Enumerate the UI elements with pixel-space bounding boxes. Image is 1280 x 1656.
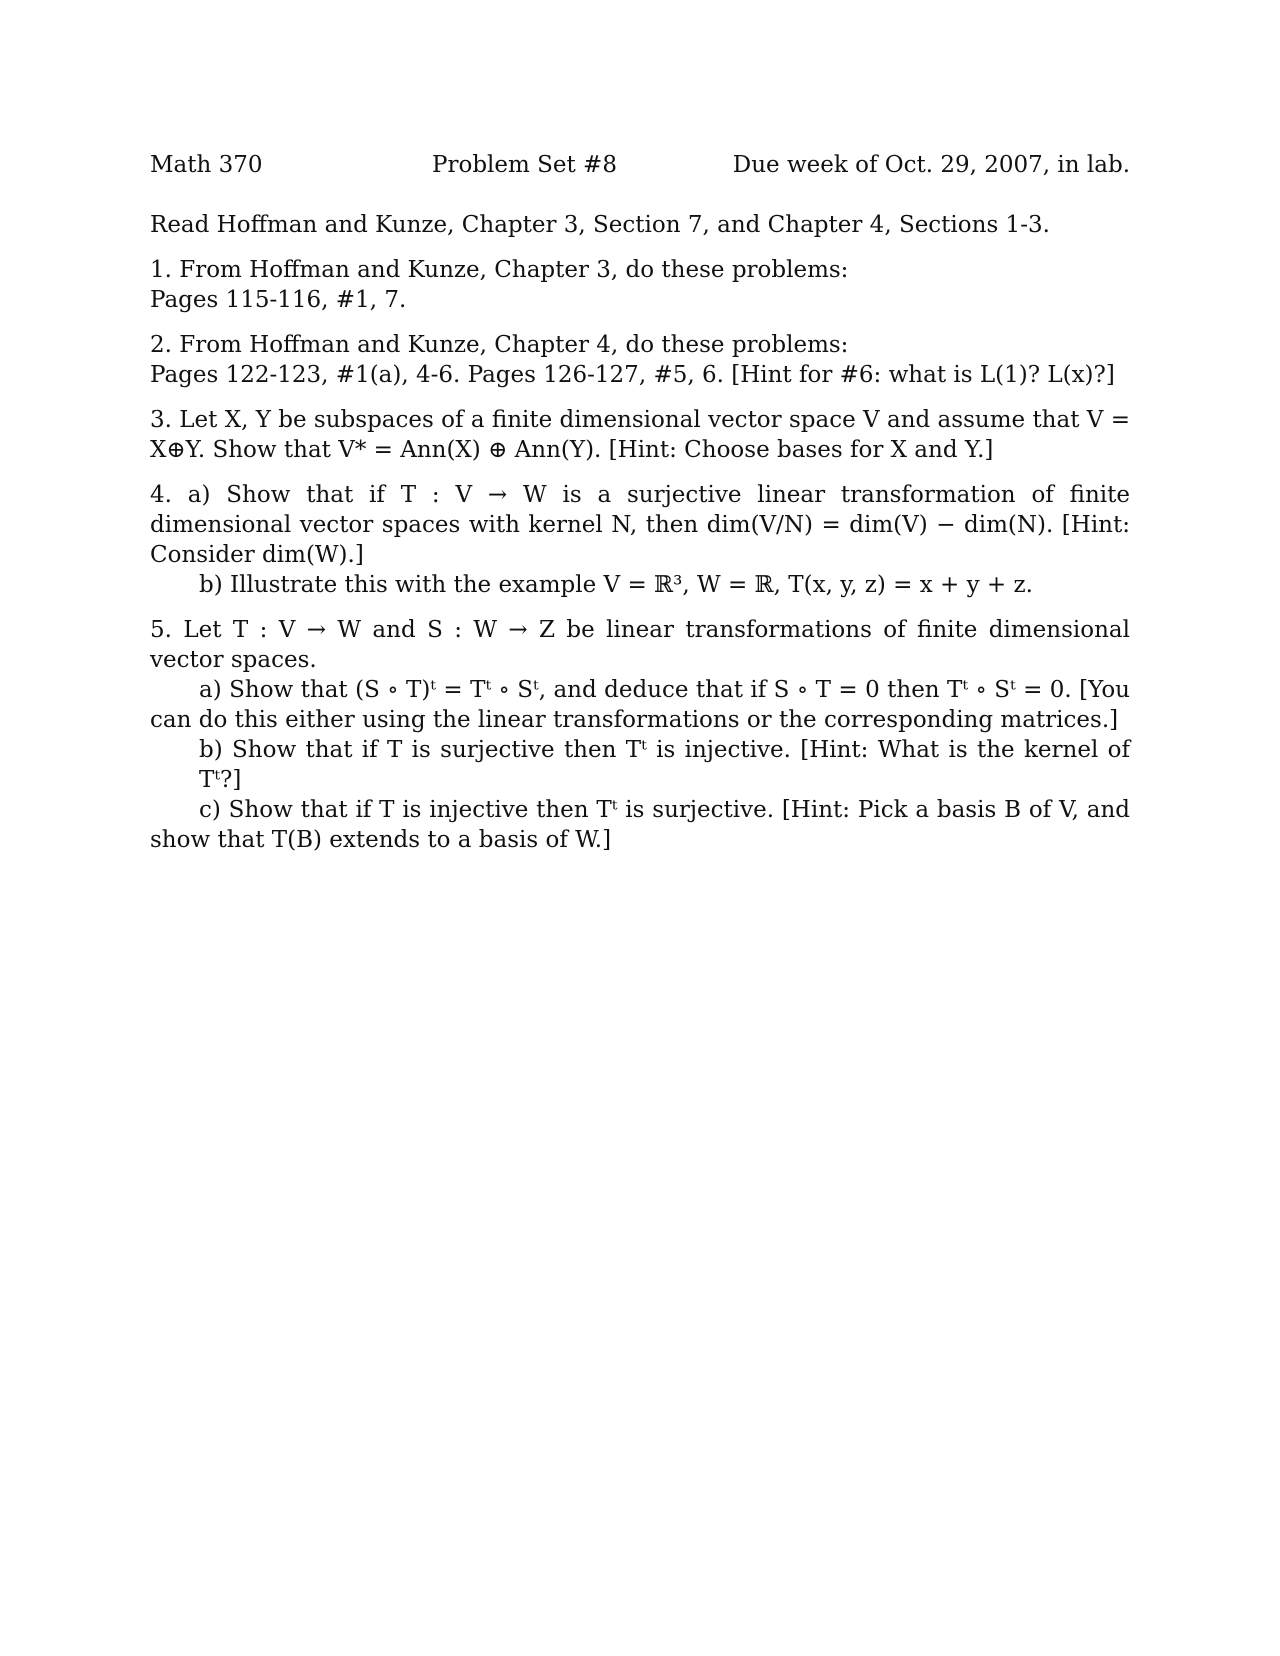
problem-set-page xyxy=(150,150,1130,855)
problem-4-part-a: 4. a) Show that if T : V → W is a surjective linear transformation of finite dimensional vector spaces with kernel N, then dim(V/N) = dim(V) − dim(N). [Hint: Consider dim(W).] xyxy=(150,482,1130,568)
reading-assignment: Read Hoffman and Kunze, Chapter 3, Section 7, and Chapter 4, Sections 1-3. xyxy=(150,212,1050,238)
problem-2 xyxy=(150,330,1130,390)
problem-4-part-b: b) Illustrate this with the example V = ℝ³, W = ℝ, T(x, y, z) = x + y + z. xyxy=(199,572,1033,598)
problem-4 xyxy=(150,480,1130,600)
due-date: Due week of Oct. 29, 2007, in lab. xyxy=(732,152,1130,178)
problem-1-line-2: Pages 115-116, #1, 7. xyxy=(150,287,407,313)
problem-5-intro: 5. Let T : V → W and S : W → Z be linear transformations of finite dimensional vector spaces. xyxy=(150,617,1130,673)
problem-1 xyxy=(150,255,1130,315)
problem-5 xyxy=(150,615,1130,855)
page-header xyxy=(150,150,1130,180)
problem-3 xyxy=(150,405,1130,465)
problem-5-part-c: c) Show that if T is injective then Tᵗ is surjective. [Hint: Pick a basis B of V, and show that T(B) extends to a basis of W.] xyxy=(150,797,1130,853)
problem-2-line-2: Pages 122-123, #1(a), 4-6. Pages 126-127, #5, 6. [Hint for #6: what is L(1)? L(x)?] xyxy=(150,362,1115,388)
problem-5-part-b: b) Show that if T is surjective then Tᵗ is injective. [Hint: What is the kernel of Tᵗ?] xyxy=(199,737,1130,793)
problem-2-line-1: 2. From Hoffman and Kunze, Chapter 4, do these problems: xyxy=(150,332,849,358)
problem-5-part-a: a) Show that (S ∘ T)ᵗ = Tᵗ ∘ Sᵗ, and deduce that if S ∘ T = 0 then Tᵗ ∘ Sᵗ = 0. [You can do this either using the linear transformations or the corresponding matrices.] xyxy=(150,677,1130,733)
course-name: Math 370 xyxy=(150,152,263,178)
problem-3-text: 3. Let X, Y be subspaces of a finite dimensional vector space V and assume that V = X⊕Y. Show that V* = Ann(X) ⊕ Ann(Y). [Hint: Choose bases for X and Y.] xyxy=(150,407,1130,463)
problem-1-line-1: 1. From Hoffman and Kunze, Chapter 3, do these problems: xyxy=(150,257,849,283)
problem-set-title: Problem Set #8 xyxy=(432,152,617,178)
